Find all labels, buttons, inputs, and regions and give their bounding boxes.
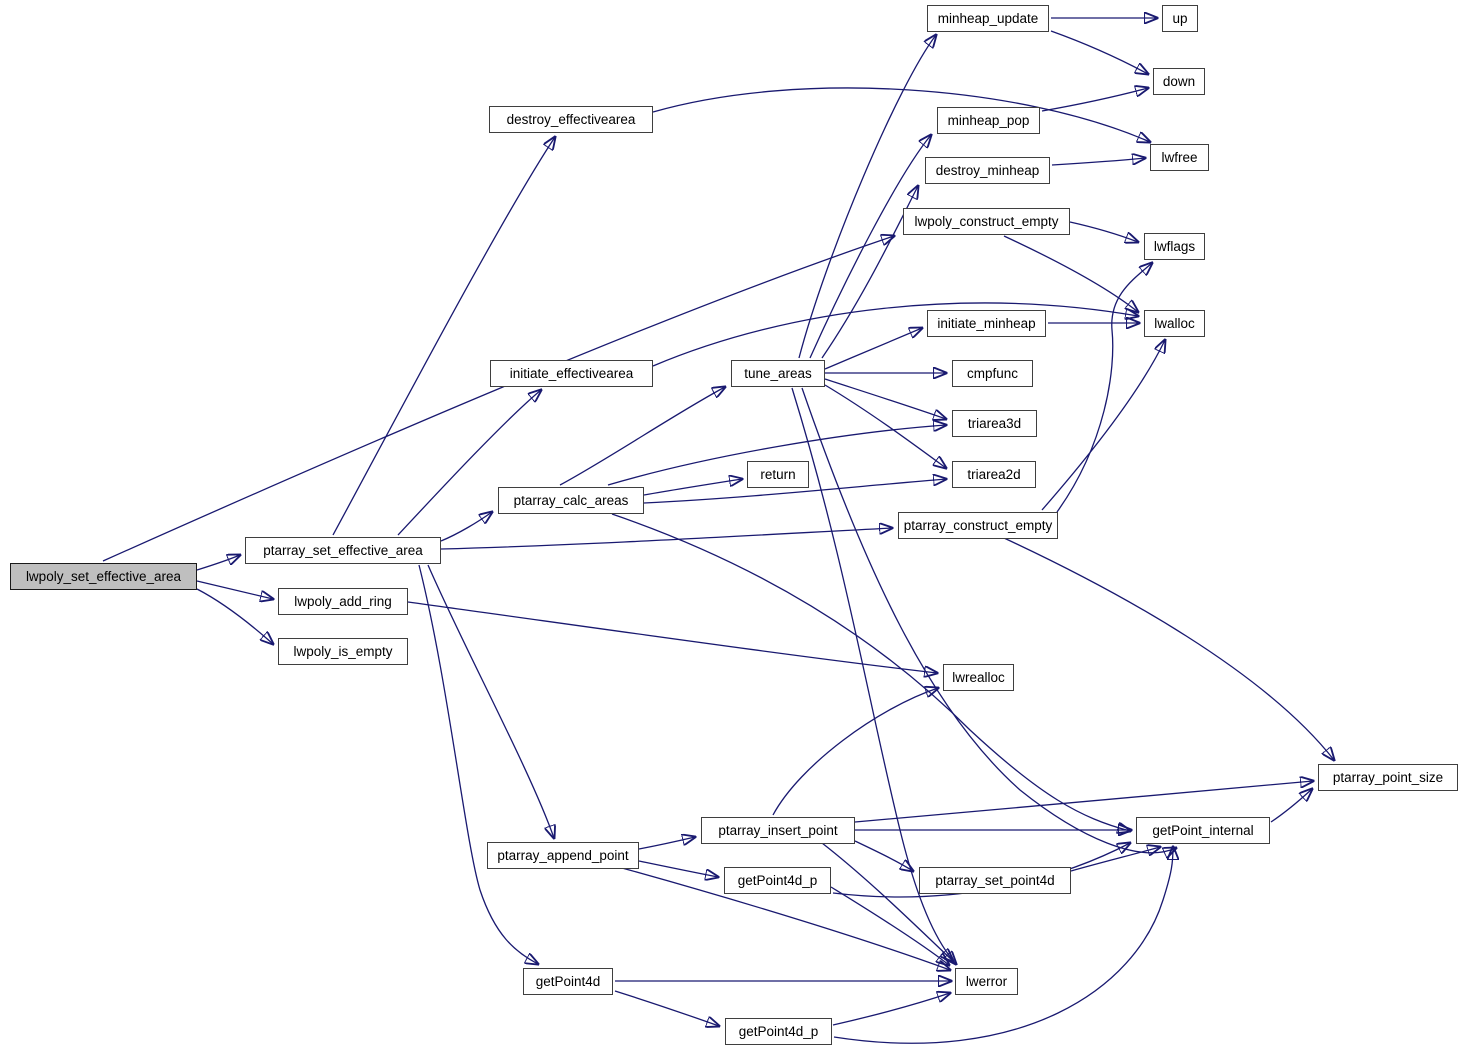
edge-ptarray_insert_point--ptarray_point_size — [855, 781, 1313, 822]
node-return[interactable]: return — [747, 461, 809, 488]
node-minheap_pop[interactable]: minheap_pop — [937, 107, 1040, 134]
edge-lwpoly_set_effective_area--ptarray_set_effective_area — [197, 555, 240, 570]
node-destroy_minheap[interactable]: destroy_minheap — [925, 157, 1050, 184]
edge-minheap_pop--down — [1042, 88, 1148, 111]
node-lwalloc[interactable]: lwalloc — [1144, 310, 1205, 337]
edge-ptarray_calc_areas--tune_areas — [560, 387, 725, 485]
edge-getPoint_internal--ptarray_point_size — [1271, 789, 1312, 822]
node-ptarray_calc_areas[interactable]: ptarray_calc_areas — [498, 487, 644, 514]
node-triarea2d[interactable]: triarea2d — [952, 461, 1036, 488]
node-lwpoly_set_effective_area[interactable]: lwpoly_set_effective_area — [10, 563, 197, 590]
node-getPoint4d[interactable]: getPoint4d — [523, 968, 613, 995]
edge-ptarray_set_effective_area--ptarray_calc_areas — [441, 512, 492, 541]
edge-ptarray_insert_point--lwerror — [822, 843, 953, 961]
node-lwrealloc[interactable]: lwrealloc — [943, 664, 1014, 691]
node-down[interactable]: down — [1153, 68, 1205, 95]
node-ptarray_construct_empty[interactable]: ptarray_construct_empty — [898, 512, 1058, 539]
edge-ptarray_set_effective_area--destroy_effectivearea — [333, 137, 555, 535]
edge-lwpoly_add_ring--lwrealloc — [408, 602, 937, 673]
edge-ptarray_insert_point--lwrealloc — [773, 688, 938, 815]
node-lwpoly_construct_empty[interactable]: lwpoly_construct_empty — [903, 208, 1070, 235]
node-minheap_update[interactable]: minheap_update — [927, 5, 1049, 32]
edge-tune_areas--triarea3d — [825, 379, 946, 419]
edge-tune_areas--getPoint_internal — [802, 388, 1176, 853]
node-ptarray_set_effective_area[interactable]: ptarray_set_effective_area — [245, 537, 441, 564]
edge-ptarray_calc_areas--return_node — [644, 479, 742, 495]
edge-ptarray_construct_empty--ptarray_point_size — [1004, 538, 1334, 760]
node-lwfree[interactable]: lwfree — [1150, 144, 1209, 171]
edge-lwpoly_construct_empty--lwflags — [1070, 222, 1138, 242]
edge-initiate_effectivearea--lwalloc — [653, 303, 1138, 366]
edge-tune_areas--minheap_update — [799, 35, 936, 358]
node-ptarray_set_point4d[interactable]: ptarray_set_point4d — [919, 867, 1071, 894]
node-getPoint4d_p-lower[interactable]: getPoint4d_p — [725, 1018, 832, 1045]
node-lwerror[interactable]: lwerror — [955, 968, 1018, 995]
node-lwflags[interactable]: lwflags — [1144, 233, 1205, 260]
edge-destroy_minheap--lwfree — [1052, 158, 1145, 165]
edge-destroy_effectivearea--lwfree — [653, 88, 1150, 142]
edge-ptarray_construct_empty--lwalloc — [1042, 340, 1165, 510]
node-triarea3d[interactable]: triarea3d — [952, 410, 1037, 437]
edge-ptarray_append_point--ptarray_insert_point — [639, 837, 695, 849]
node-cmpfunc[interactable]: cmpfunc — [952, 360, 1033, 387]
node-ptarray_insert_point[interactable]: ptarray_insert_point — [701, 817, 855, 844]
node-getPoint4d_p-upper[interactable]: getPoint4d_p — [724, 867, 831, 894]
node-initiate_minheap[interactable]: initiate_minheap — [927, 310, 1046, 337]
node-getPoint_internal[interactable]: getPoint_internal — [1136, 817, 1270, 844]
node-lwpoly_add_ring[interactable]: lwpoly_add_ring — [278, 588, 408, 615]
edge-lwpoly_set_effective_area--lwpoly_add_ring — [197, 581, 273, 599]
node-lwpoly_is_empty[interactable]: lwpoly_is_empty — [278, 638, 408, 665]
edge-tune_areas--minheap_pop — [810, 135, 931, 358]
edge-ptarray_set_effective_area--getPoint4d — [419, 565, 538, 964]
node-ptarray_append_point[interactable]: ptarray_append_point — [487, 842, 639, 869]
node-tune_areas[interactable]: tune_areas — [731, 360, 825, 387]
edge-ptarray_append_point--getPoint4d_p — [639, 861, 718, 877]
edge-getPoint4d_p2--lwerror — [833, 993, 950, 1025]
edge-lwpoly_set_effective_area--lwpoly_is_empty — [197, 589, 273, 644]
node-up[interactable]: up — [1162, 5, 1198, 32]
node-destroy_effectivearea[interactable]: destroy_effectivearea — [489, 106, 653, 133]
edge-minheap_update--down — [1051, 31, 1148, 74]
edge-ptarray_set_effective_area--ptarray_construct_empty — [441, 528, 892, 549]
node-ptarray_point_size[interactable]: ptarray_point_size — [1318, 764, 1458, 791]
edge-tune_areas--initiate_minheap — [825, 328, 922, 369]
node-initiate_effectivearea[interactable]: initiate_effectivearea — [490, 360, 653, 387]
edge-getPoint4d--getPoint4d_p2 — [615, 991, 719, 1026]
